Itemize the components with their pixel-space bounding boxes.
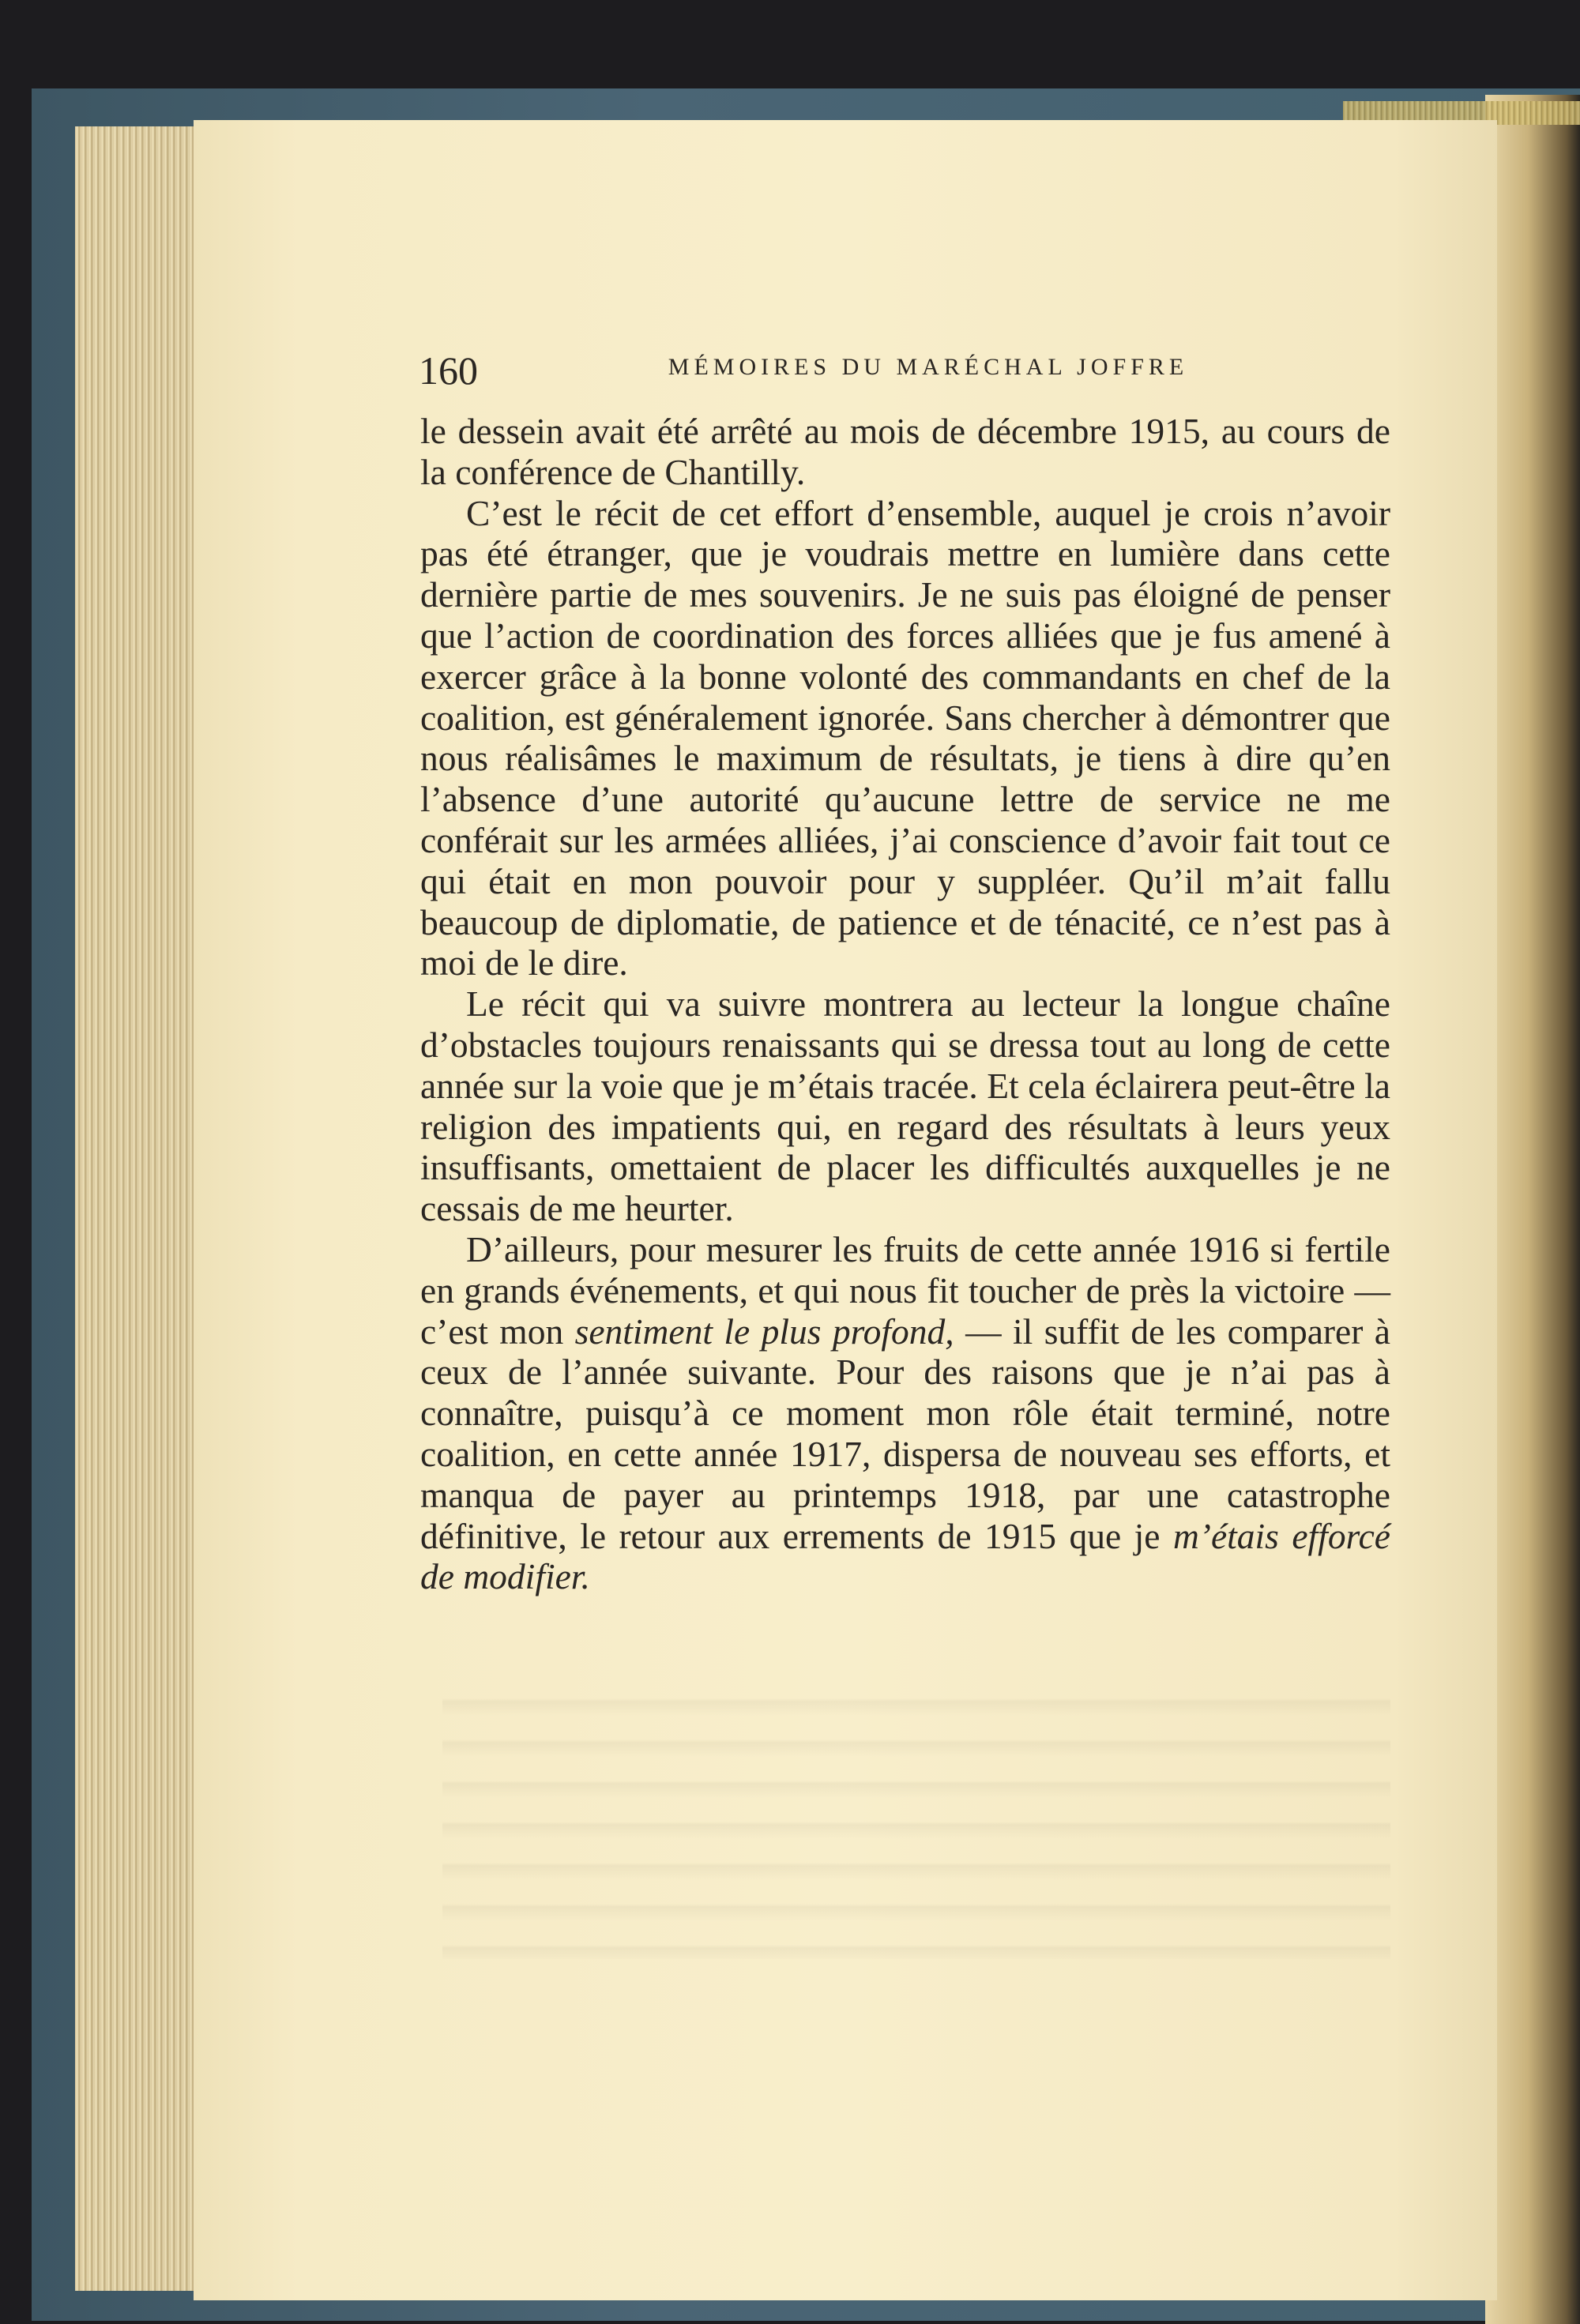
paragraph-1: le dessein avait été arrêté au mois de décembre 1915, au cours de la conférence de Chantilly.: [420, 411, 1390, 492]
show-through-text: [442, 1675, 1390, 1959]
paragraph-4-italic-1: sentiment le plus profond,: [574, 1311, 954, 1352]
paragraph-4-part-b: — il suffit de les comparer à ceux de l’année suivante. Pour des raisons que je n’ai pas à connaître, puisqu’à ce moment mon rôle était terminé, notre coalition, en cette année 1917, dispersa de nouveau ses efforts, et manqua de payer au printemps 1918, par une catastrophe définitive, le retour aux errements de 1915 que je: [420, 1311, 1390, 1556]
paragraph-4-italic-2: m’étais efforcé de modifier.: [420, 1515, 1390, 1597]
page-edges: [75, 126, 194, 2291]
paragraph-4-part-a: D’ailleurs, pour mesurer les fruits de cette année 1916 si fertile en grands événements, et qui nous fit toucher de près la victoire — c’est mon: [420, 1228, 1390, 1352]
paragraph-4: [420, 1229, 1390, 1597]
page-header: [419, 348, 1390, 395]
page-number: 160: [419, 348, 478, 393]
paragraph-2: C’est le récit de cet effort d’ensemble, auquel je crois n’avoir pas été étranger, que je voudrais mettre en lumière dans cette dernière partie de mes souvenirs. Je ne suis pas éloigné de penser que l’action de coordination des forces alliées que je fus amené à exercer grâce à la bonne volonté des commandants en chef de la coalition, est généralement ignorée. Sans chercher à démontrer que nous réalisâmes le maximum de résultats, je tiens à dire qu’en l’absence d’une autorité qu’aucune lettre de service ne me conférait sur les armées alliées, j’ai conscience d’avoir fait tout ce qui était en mon pouvoir pour y suppléer. Qu’il m’ait fallu beaucoup de diplomatie, de patience et de ténacité, ce n’est pas à moi de le dire.: [420, 492, 1390, 983]
facing-page-gutter: [1485, 95, 1580, 2324]
running-title: MÉMOIRES DU MARÉCHAL JOFFRE: [668, 354, 1189, 380]
body-text: [420, 411, 1390, 1597]
paragraph-3: Le récit qui va suivre montrera au lecteur la longue chaîne d’obstacles toujours renaissants qui se dressa tout au long de cette année sur la voie que je m’étais tracée. Et cela éclairera peut-être la religion des impatients qui, en regard des résultats à leurs yeux insuffisants, omettaient de placer les difficultés auxquelles je ne cessais de me heurter.: [420, 983, 1390, 1229]
